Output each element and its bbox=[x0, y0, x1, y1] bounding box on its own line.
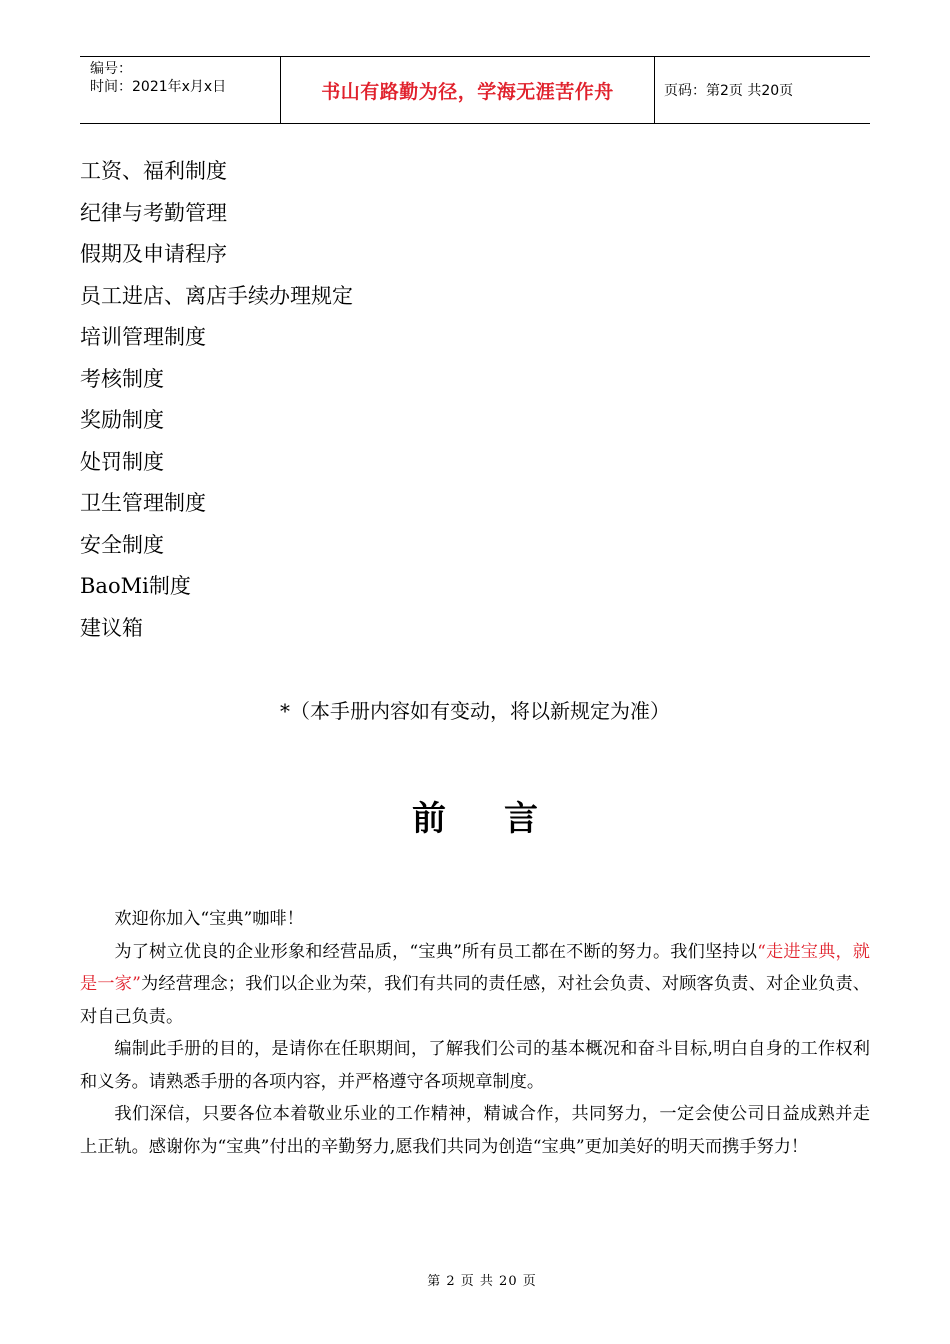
preface-paragraph-3: 编制此手册的目的，是请你在任职期间，了解我们公司的基本概况和奋斗目标,明白自身的工作权利和义务。请熟悉手册的各项内容，并严格遵守各项规章制度。 bbox=[80, 1039, 870, 1092]
preface-paragraph-4: 我们深信，只要各位本着敬业乐业的工作精神，精诚合作，共同努力，一定会使公司日益成熟并走上正轨。感谢你为“宝典”付出的辛勤努力,愿我们共同为创造“宝典”更加美好的明天而携手努力！ bbox=[80, 1104, 870, 1157]
preface-paragraph-2 bbox=[80, 936, 870, 1034]
header-page-info: 页码：第2页 共20页 bbox=[664, 83, 794, 99]
toc-item: BaoMi制度 bbox=[80, 574, 191, 598]
toc-item: 纪律与考勤管理 bbox=[80, 200, 227, 225]
header-motto-cell bbox=[281, 57, 655, 123]
paragraph-text: 为了树立优良的企业形象和经营品质，“宝典”所有员工都在不断的努力。我们坚持以 bbox=[114, 941, 758, 962]
paragraph-text: 为经营理念；我们以企业为荣，我们有共同的责任感，对社会负责、对顾客负责、对企业负责、对自己负责。 bbox=[80, 974, 870, 1027]
preface-body bbox=[80, 903, 870, 1163]
toc-item: 假期及申请程序 bbox=[80, 242, 227, 266]
header-page-cell bbox=[655, 57, 870, 123]
header-motto: 书山有路勤为径，学海无涯苦作舟 bbox=[321, 80, 614, 103]
toc-item: 培训管理制度 bbox=[80, 325, 206, 349]
preface-paragraph-1: 欢迎你加入“宝典”咖啡！ bbox=[114, 909, 304, 929]
table-of-contents bbox=[80, 151, 353, 649]
toc-item: 考核制度 bbox=[80, 366, 164, 391]
header-meta-cell bbox=[80, 57, 281, 123]
toc-item: 安全制度 bbox=[80, 532, 164, 557]
change-notice: *（本手册内容如有变动，将以新规定为准） bbox=[280, 699, 670, 723]
document-number-label: 编号： bbox=[90, 61, 132, 77]
toc-item: 建议箱 bbox=[80, 615, 143, 640]
toc-item: 奖励制度 bbox=[80, 408, 164, 432]
document-time-label: 时间：2021年x月x日 bbox=[90, 79, 227, 95]
toc-item: 工资、福利制度 bbox=[80, 159, 227, 183]
toc-item: 卫生管理制度 bbox=[80, 491, 206, 515]
toc-item: 处罚制度 bbox=[80, 449, 164, 474]
page-header bbox=[80, 56, 870, 124]
toc-item: 员工进店、离店手续办理规定 bbox=[80, 283, 353, 308]
business-philosophy-highlight: “走进宝典，就是一家” bbox=[80, 941, 870, 994]
preface-title: 前言 bbox=[412, 799, 596, 839]
page-footer: 第 2 页 共 20 页 bbox=[427, 1274, 537, 1289]
